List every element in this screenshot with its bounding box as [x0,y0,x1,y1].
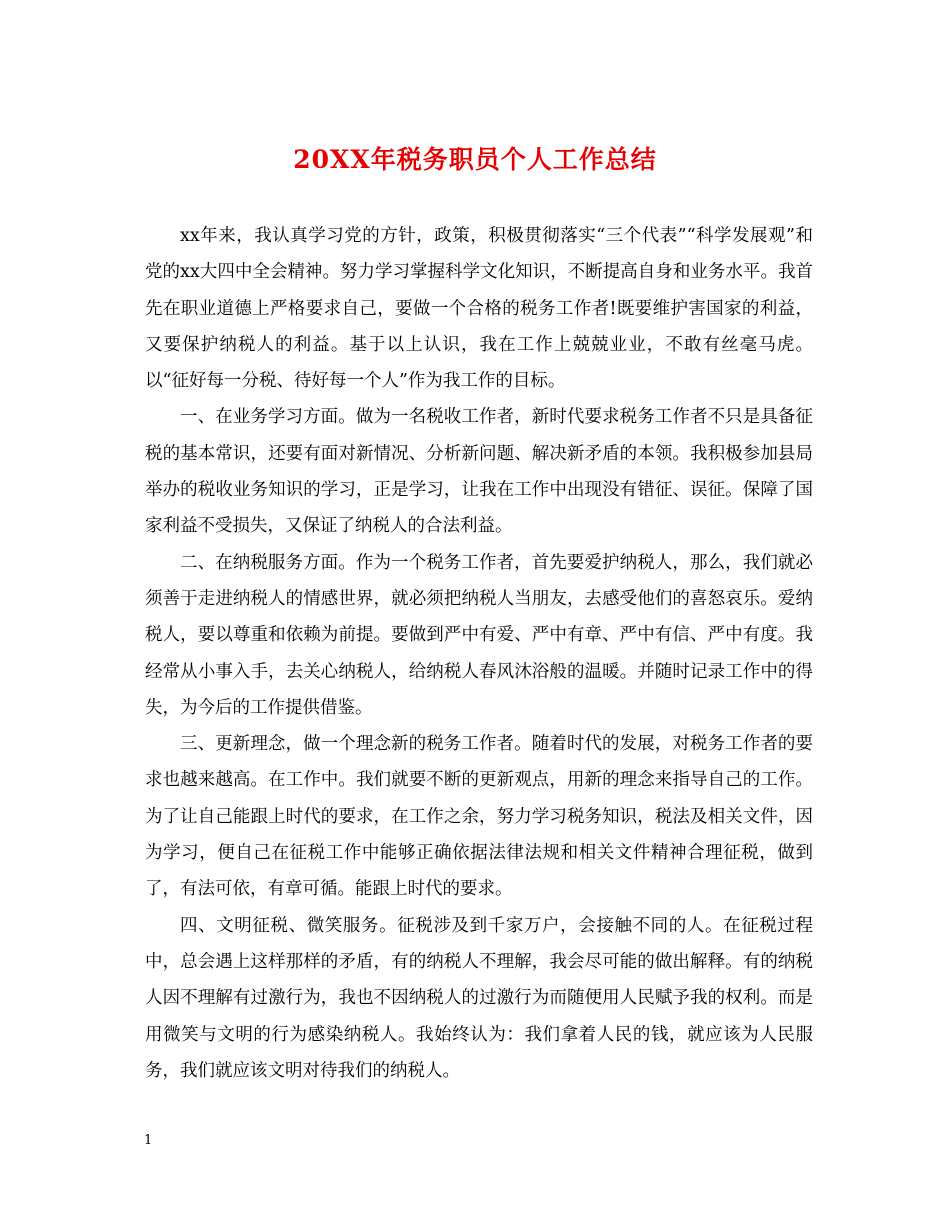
paragraph-intro: xx年来，我认真学习党的方针，政策，积极贯彻落实“三个代表”“科学发展观”和党的xx大四中全会精神。努力学习掌握科学文化知识，不断提高自身和业务水平。我首先在职业道德上严格要求自己，要做一个合格的税务工作者!既要维护害国家的利益，又要保护纳税人的利益。基于以上认识，我在工作上兢兢业业，不敢有丝毫马虎。以“征好每一分税、待好每一个人”作为我工作的目标。 [145,226,813,392]
paragraph-civilized-taxation: 四、文明征税、微笑服务。征税涉及到千家万户，会接触不同的人。在征税过程中，总会遇上这样那样的矛盾，有的纳税人不理解，我会尽可能的做出解释。有的纳税人因不理解有过激行为，我也不因纳税人的过激行为而随便用人民赋予我的权利。而是用微笑与文明的行为感染纳税人。我始终认为：我们拿着人民的钱，就应该为人民服务，我们就应该文明对待我们的纳税人。 [145,915,813,1081]
document-title: 20XX年税务职员个人工作总结 [293,145,657,174]
paragraph-taxpayer-service: 二、在纳税服务方面。作为一个税务工作者，首先要爱护纳税人，那么，我们就必须善于走进纳税人的情感世界，就必须把纳税人当朋友，去感受他们的喜怒哀乐。爱纳税人，要以尊重和依赖为前提。要做到严中有爱、严中有章、严中有信、严中有度。我经常从小事入手，去关心纳税人，给纳税人春风沐浴般的温暖。并随时记录工作中的得失，为今后的工作提供借鉴。 [145,552,813,718]
paragraph-business-study: 一、在业务学习方面。做为一名税收工作者，新时代要求税务工作者不只是具备征税的基本常识，还要有面对新情况、分析新问题、解决新矛盾的本领。我积极参加县局举办的税收业务知识的学习，正是学习，让我在工作中出现没有错征、误征。保障了国家利益不受损失，又保证了纳税人的合法利益。 [145,407,813,537]
document-body [145,218,813,1089]
paragraph-update-concepts: 三、更新理念，做一个理念新的税务工作者。随着时代的发展，对税务工作者的要求也越来越高。在工作中。我们就要不断的更新观点，用新的理念来指导自己的工作。为了让自己能跟上时代的要求，在工作之余，努力学习税务知识，税法及相关文件，因为学习，便自己在征税工作中能够正确依据法律法规和相关文件精神合理征税，做到了，有法可依，有章可循。能跟上时代的要求。 [145,734,813,900]
page-number: 1 [144,1133,153,1148]
